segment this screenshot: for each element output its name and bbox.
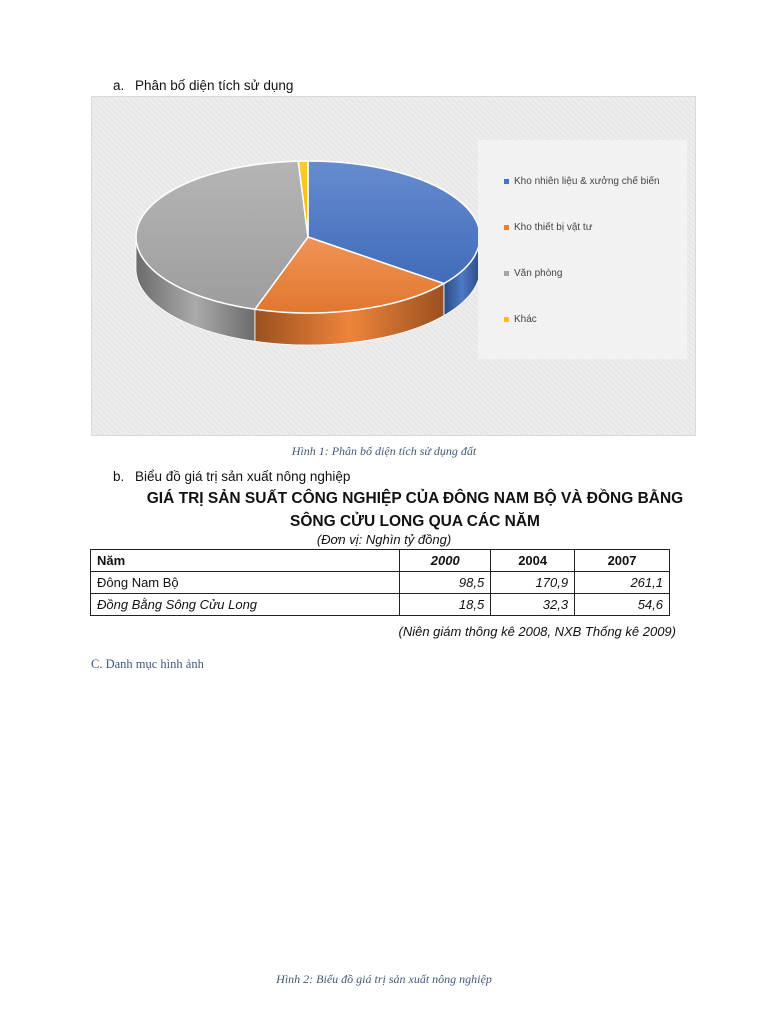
- table-header-cell: 2007: [575, 550, 670, 572]
- legend-swatch: [504, 225, 509, 230]
- table-cell: Đông Nam Bộ: [91, 572, 400, 594]
- legend-label: Kho nhiên liệu & xưởng chế biến: [514, 176, 660, 187]
- table-cell: 18,5: [400, 594, 491, 616]
- table-unit: (Đơn vị: Nghìn tỷ đồng): [316, 532, 452, 547]
- table-cell: 32,3: [491, 594, 575, 616]
- legend-swatch: [504, 317, 509, 322]
- chart-legend: [478, 140, 687, 359]
- list-marker: a.: [113, 78, 125, 93]
- legend-item[interactable]: [504, 268, 562, 279]
- table-header-cell: 2004: [491, 550, 575, 572]
- table-row: [91, 572, 670, 594]
- section-c-heading: C. Danh mục hình ảnh: [91, 657, 204, 671]
- table-source: (Niên giám thông kê 2008, NXB Thống kê 2009): [398, 624, 676, 639]
- pie-chart[interactable]: [91, 96, 696, 436]
- figure-1-caption: Hình 1: Phân bố diện tích sử dụng đất: [291, 444, 477, 458]
- legend-item[interactable]: [504, 222, 592, 233]
- table-header-row: [91, 550, 670, 572]
- section-b-label: Biểu đồ giá trị sản xuất nông nghiệp: [135, 469, 351, 484]
- table-cell: 170,9: [491, 572, 575, 594]
- section-b-heading: [113, 469, 350, 484]
- data-table: [90, 549, 670, 616]
- table-cell: 261,1: [575, 572, 670, 594]
- legend-swatch: [504, 271, 509, 276]
- legend-item[interactable]: [504, 314, 537, 325]
- table-header-cell: 2000: [400, 550, 491, 572]
- table-cell: Đồng Bằng Sông Cửu Long: [91, 594, 400, 616]
- legend-item[interactable]: [504, 176, 660, 187]
- table-header-cell: Năm: [91, 550, 400, 572]
- section-a-heading: [113, 78, 293, 93]
- figure-2-caption: Hình 2: Biểu đồ giá trị sản xuất nông nghiệp: [276, 972, 492, 986]
- legend-swatch: [504, 179, 509, 184]
- legend-label: Khác: [514, 314, 537, 325]
- table-cell: 98,5: [400, 572, 491, 594]
- list-marker: b.: [113, 469, 125, 484]
- table-title-line-2: SÔNG CỬU LONG QUA CÁC NĂM: [290, 513, 540, 530]
- table-cell: 54,6: [575, 594, 670, 616]
- table-title: [120, 487, 710, 533]
- table-row: [91, 594, 670, 616]
- section-a-label: Phân bố diện tích sử dụng: [135, 78, 294, 93]
- legend-label: Kho thiết bị vật tư: [514, 222, 593, 233]
- legend-label: Văn phòng: [514, 268, 563, 279]
- table-title-line-1: GIÁ TRỊ SẢN SUẤT CÔNG NGHIỆP CỦA ĐÔNG NAM BỘ VÀ ĐỒNG BẰNG: [146, 490, 684, 507]
